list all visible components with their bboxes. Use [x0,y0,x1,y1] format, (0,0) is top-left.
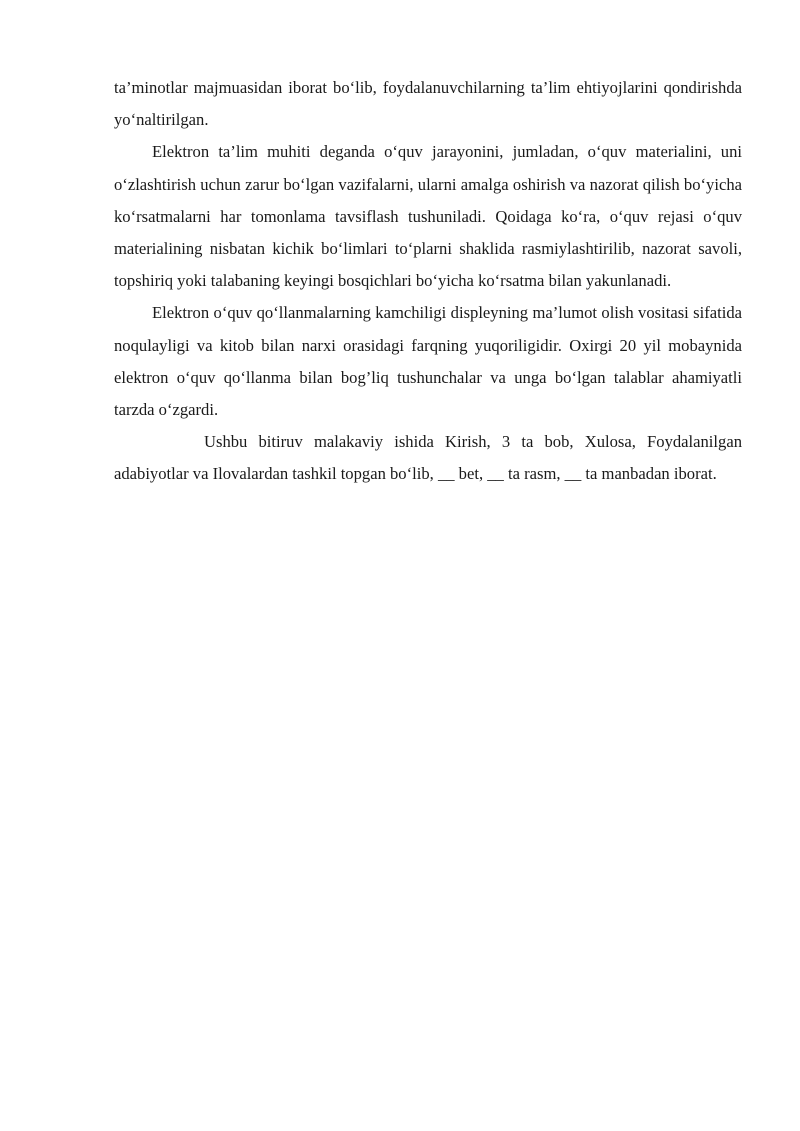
body-text [114,72,742,491]
paragraph-thesis-structure: Ushbu bitiruv malakaviy ishida Kirish, 3 ta bob, Xulosa, Foydalanilgan adabiyotlar va Ilovalardan tashkil topgan bo‘lib, __ bet, __ ta rasm, __ ta manbadan iborat. [114,432,742,484]
paragraph-electronic-environment: Elektron ta’lim muhiti deganda o‘quv jarayonini, jumladan, o‘quv materialini, uni o‘zlashtirish uchun zarur bo‘lgan vazifalarni, ularni amalga oshirish va nazorat qilish bo‘yicha ko‘rsatmalarni har tomonlama tavsiflash tushuniladi. Qoidaga ko‘ra, o‘quv rejasi o‘quv materialining nisbatan kichik bo‘limlari to‘plarni shaklida rasmiylashtirilib, nazorat savoli, topshiriq yoki talabaning keyingi bosqichlari bo‘yicha ko‘rsatma bilan yakunlanadi. [114,142,742,291]
paragraph-manual-drawbacks: Elektron o‘quv qo‘llanmalarning kamchiligi displeyning ma’lumot olish vositasi sifatida noqulayligi va kitob bilan narxi orasidagi farqning yuqoriligidir. Oxirgi 20 yil mobaynida elektron o‘quv qo‘llanma bilan bog’liq tushunchalar va unga bo‘lgan talablar ahamiyatli tarzda o‘zgardi. [114,303,742,420]
paragraph-continuation: ta’minotlar majmuasidan iborat bo‘lib, foydalanuvchilarning ta’lim ehtiyojlarini qondirishda yo‘naltirilgan. [114,78,742,130]
